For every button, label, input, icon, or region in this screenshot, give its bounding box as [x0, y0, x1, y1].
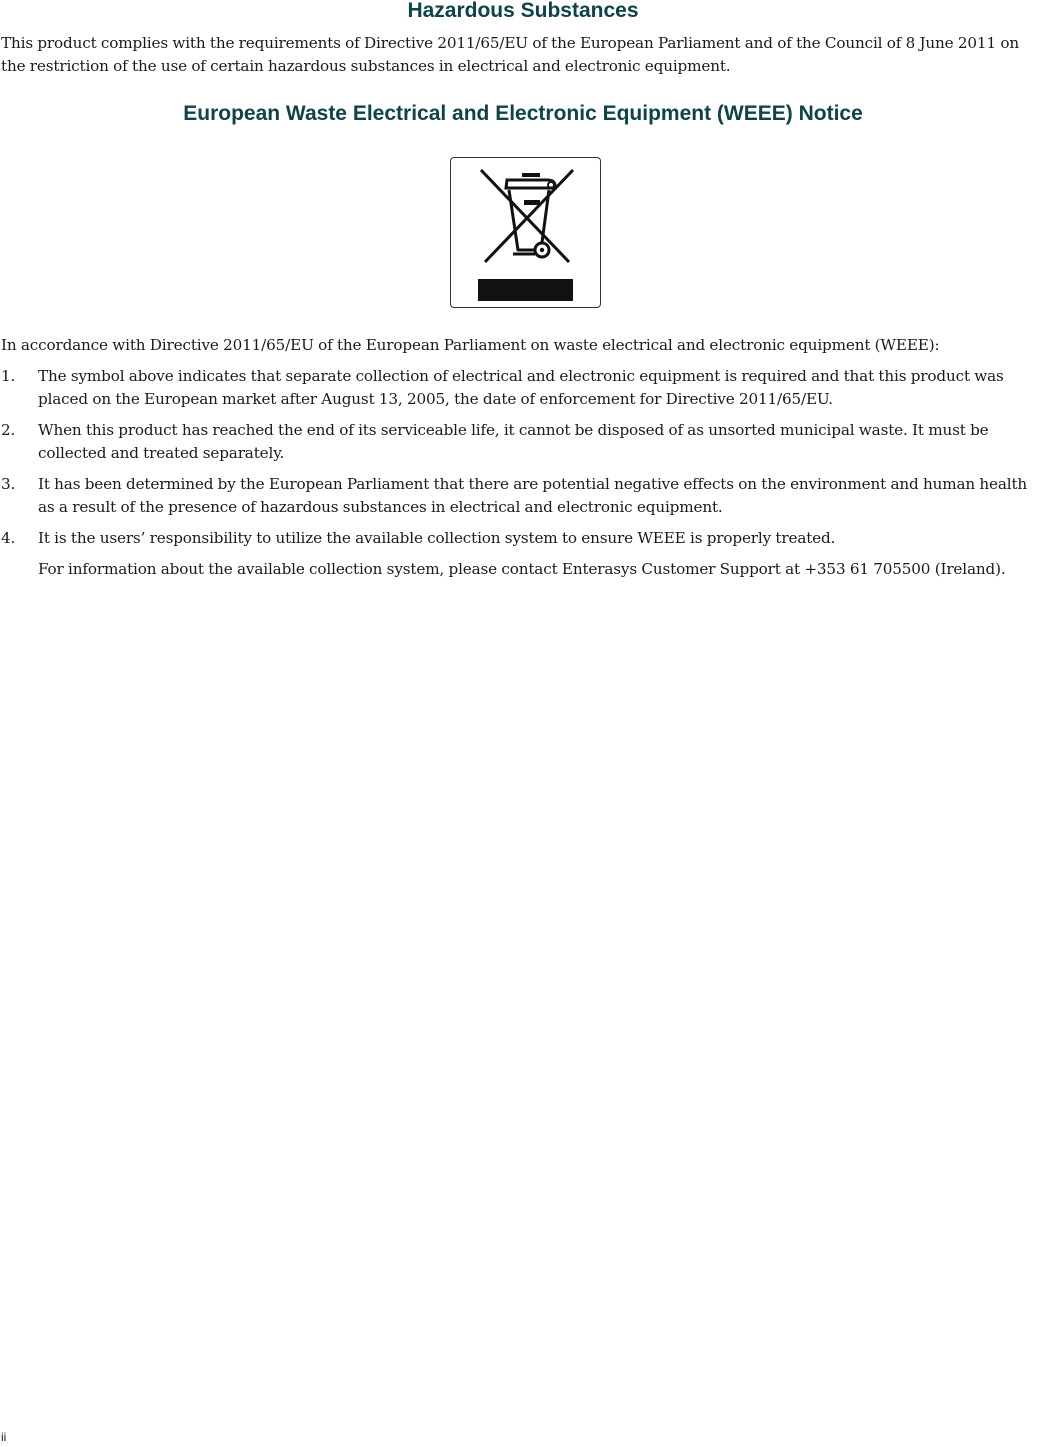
list-item-number: 2. [1, 421, 16, 439]
crossed-out-wheelie-bin-icon [451, 158, 599, 306]
list-item [0, 527, 1046, 550]
hazardous-substances-paragraph: This product complies with the requirements of Directive 2011/65/EU of the European Parliament and of the Council of 8 June 2011 on the restriction of the use of certain hazardous substances in electrical and electronic equipment. [1, 34, 1019, 75]
list-item-number: 1. [1, 367, 16, 385]
list-item [0, 419, 1046, 465]
weee-requirements-list [0, 365, 1046, 558]
weee-notice-heading: European Waste Electrical and Electronic Equipment (WEEE) Notice [183, 102, 863, 125]
list-item-text: When this product has reached the end of its serviceable life, it cannot be disposed of as unsorted municipal waste. It must be collected and treated separately. [38, 421, 989, 462]
page-number: ii [1, 1430, 7, 1444]
weee-black-bar [478, 279, 573, 301]
list-item [0, 365, 1046, 411]
weee-accordance-paragraph: In accordance with Directive 2011/65/EU of the European Parliament on waste electrical and electronic equipment (WEEE): [1, 336, 940, 354]
weee-symbol-frame [450, 157, 601, 308]
collection-contact-paragraph: For information about the available collection system, please contact Enterasys Customer Support at +353 61 705500 (Ireland). [38, 560, 1006, 578]
list-item [0, 473, 1046, 519]
list-item-text: It has been determined by the European Parliament that there are potential negative effects on the environment and human health as a result of the presence of hazardous substances in electrical and electronic equipment. [38, 475, 1028, 516]
hazardous-substances-heading: Hazardous Substances [407, 0, 639, 22]
list-item-text: It is the users’ responsibility to utilize the available collection system to ensure WEEE is properly treated. [38, 529, 836, 547]
list-item-text: The symbol above indicates that separate collection of electrical and electronic equipment is required and that this product was placed on the European market after August 13, 2005, the date of enforcement for Directive 2011/65/EU. [38, 367, 1004, 408]
list-item-number: 3. [1, 475, 16, 493]
list-item-number: 4. [1, 529, 16, 547]
